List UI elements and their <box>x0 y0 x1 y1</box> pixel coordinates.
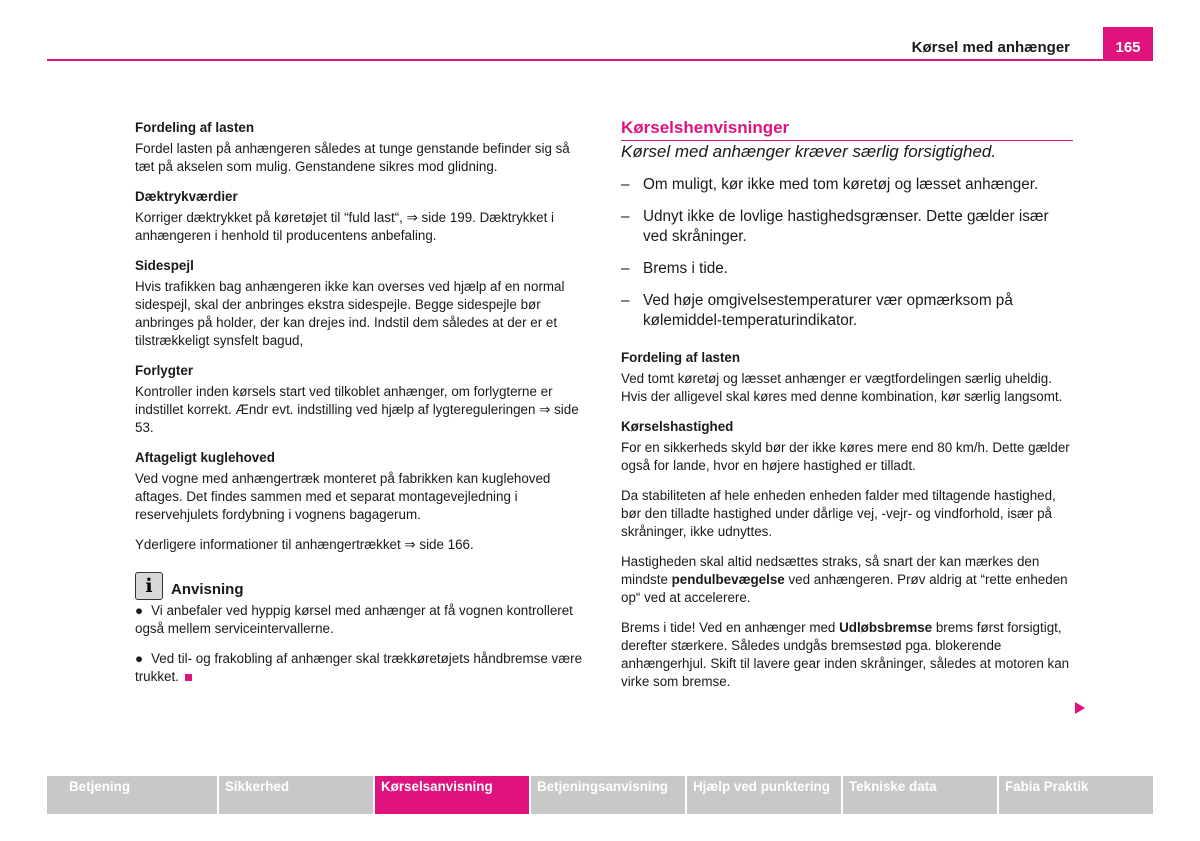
section-detachable-towball <box>135 449 583 524</box>
section-heading: Fordeling af lasten <box>621 350 741 365</box>
extra-info-text: Yderligere informationer til anhængertrækket ⇒ side 166. <box>135 537 474 552</box>
chapter-nav <box>47 776 1153 814</box>
section-heading: Kørselshastighed <box>621 419 734 434</box>
list-item <box>621 291 1073 331</box>
dash-icon: – <box>621 208 630 225</box>
speed-paragraph-2: Da stabiliteten af hele enheden enheden falder med tiltagende hastighed, bør den tilladte hastighed under dårlige vej, -vejr- og vindforhold, især på skråninger, ikke udnyttes. <box>621 488 1056 539</box>
bold-term: Udløbsbremse <box>839 620 933 635</box>
section-text: Kontroller inden kørsels start ved tilkoblet anhænger, om forlygterne er indstillet korrekt. Ændr evt. indstilling ved hjælp af lygtereguleringen ⇒ side 53. <box>135 384 579 435</box>
list-item-text: Om muligt, kør ikke med tom køretøj og læsset anhænger. <box>643 176 1039 193</box>
note-bullet-text: Ved til- og frakobling af anhænger skal trækkøretøjets håndbremse være trukket. <box>135 651 583 684</box>
text-run: Hastigheden skal altid nedsættes straks, så snart der kan mærkes den mindste <box>621 554 1040 587</box>
text-run: ved anhængeren. Prøv aldrig at “rette enheden op“ ved at accelerere. <box>621 572 1068 605</box>
page-number: 165 <box>1103 27 1153 60</box>
section-text: Fordel lasten på anhængeren således at tunge genstande befinder sig så tæt på akselen som mulig. Genstandene sikres mod glidning. <box>135 141 570 174</box>
section-driving-speed <box>621 418 1073 691</box>
section-heading: Sidespejl <box>135 258 194 273</box>
info-icon: i <box>135 572 163 600</box>
tab-betjeningsanvisning[interactable]: Betjeningsanvisning <box>531 776 685 814</box>
section-heading: Dæktrykværdier <box>135 189 238 204</box>
intro-text: Kørsel med anhænger kræver særlig forsigtighed. <box>621 142 997 161</box>
dash-icon: – <box>621 292 630 309</box>
section-text: Ved tomt køretøj og læsset anhænger er vægtfordelingen særlig uheldig. Hvis der alligevel skal køres med denne kombination, kør særlig langsomt. <box>621 371 1063 404</box>
list-item <box>621 207 1073 247</box>
speed-paragraph-3 <box>621 553 1073 607</box>
left-column <box>135 119 583 698</box>
section-load-distribution-right <box>621 349 1073 406</box>
speed-paragraph-1: For en sikkerheds skyld bør der ikke køres mere end 80 km/h. Dette gælder også for lande, hvor en højere hastighed er tilladt. <box>621 440 1070 473</box>
tab-sikkerhed[interactable]: Sikkerhed <box>219 776 373 814</box>
section-heading: Forlygter <box>135 363 194 378</box>
running-header-title: Kørsel med anhænger <box>911 39 1070 56</box>
section-text: Ved vogne med anhængertræk monteret på fabrikken kan kuglehoved aftages. Det findes sammen med et separat montagevejledning i reservehjulets fordybning i vognens bagagerum. <box>135 471 551 522</box>
section-load-distribution <box>135 119 583 176</box>
list-item <box>621 175 1073 195</box>
bullet-icon: ● <box>135 603 144 618</box>
text-run: brems først forsigtigt, derefter stærkere. Således undgås bremsestød pga. blokerende anhængerhjul. Skift til lavere gear inden skråninger, således at motoren kan virke som bremse. <box>621 620 1070 689</box>
section-text: Korriger dæktrykket på køretøjet til “fuld last“, ⇒ side 199. Dæktrykket i anhængeren i henhold til producentens anbefaling. <box>135 210 555 243</box>
tab-hjaelp-ved-punktering[interactable]: Hjælp ved punktering <box>687 776 841 814</box>
dash-icon: – <box>621 260 630 277</box>
section-title: Kørselshenvisninger <box>621 119 1073 141</box>
section-tyre-pressure <box>135 188 583 245</box>
text-run: Brems i tide! Ved en anhænger med <box>621 620 840 635</box>
continue-arrow-icon <box>1075 702 1085 714</box>
dash-icon: – <box>621 176 630 193</box>
tab-korselsanvisning[interactable]: Kørselsanvisning <box>375 776 529 814</box>
note-bullet <box>135 602 583 638</box>
tab-tekniske-data[interactable]: Tekniske data <box>843 776 997 814</box>
speed-paragraph-4 <box>621 619 1073 691</box>
bold-term: pendulbevægelse <box>671 572 785 587</box>
note-header <box>135 572 583 600</box>
section-headlights <box>135 362 583 437</box>
list-item-text: Brems i tide. <box>643 260 729 277</box>
right-column <box>621 119 1073 703</box>
instruction-list <box>621 175 1073 331</box>
bullet-icon: ● <box>135 651 144 666</box>
list-item-text: Udnyt ikke de lovlige hastighedsgrænser. Dette gælder især ved skråninger. <box>643 208 1049 245</box>
section-heading: Aftageligt kuglehoved <box>135 450 275 465</box>
list-item <box>621 259 1073 279</box>
section-side-mirror <box>135 257 583 350</box>
note-title: Anvisning <box>171 581 244 598</box>
end-of-section-icon <box>185 674 192 681</box>
note-bullet <box>135 650 583 686</box>
header-rule <box>47 59 1153 61</box>
list-item-text: Ved høje omgivelsestemperaturer vær opmærksom på kølemiddel-temperaturindikator. <box>643 292 1013 329</box>
tab-fabia-praktik[interactable]: Fabia Praktik <box>999 776 1153 814</box>
note-bullet-text: Vi anbefaler ved hyppig kørsel med anhænger at få vognen kontrolleret også mellem serviceintervallerne. <box>135 603 573 636</box>
section-heading: Fordeling af lasten <box>135 120 255 135</box>
tab-betjening[interactable]: Betjening <box>47 776 217 814</box>
section-text: Hvis trafikken bag anhængeren ikke kan overses ved hjælp af en normal sidespejl, skal der anbringes ekstra sidespejle. Begge sidespejle bør anbringes på holder, der kan drejes ind. Indstil dem således at der er et tilstrækkeligt synsfelt bagud, <box>135 279 565 348</box>
